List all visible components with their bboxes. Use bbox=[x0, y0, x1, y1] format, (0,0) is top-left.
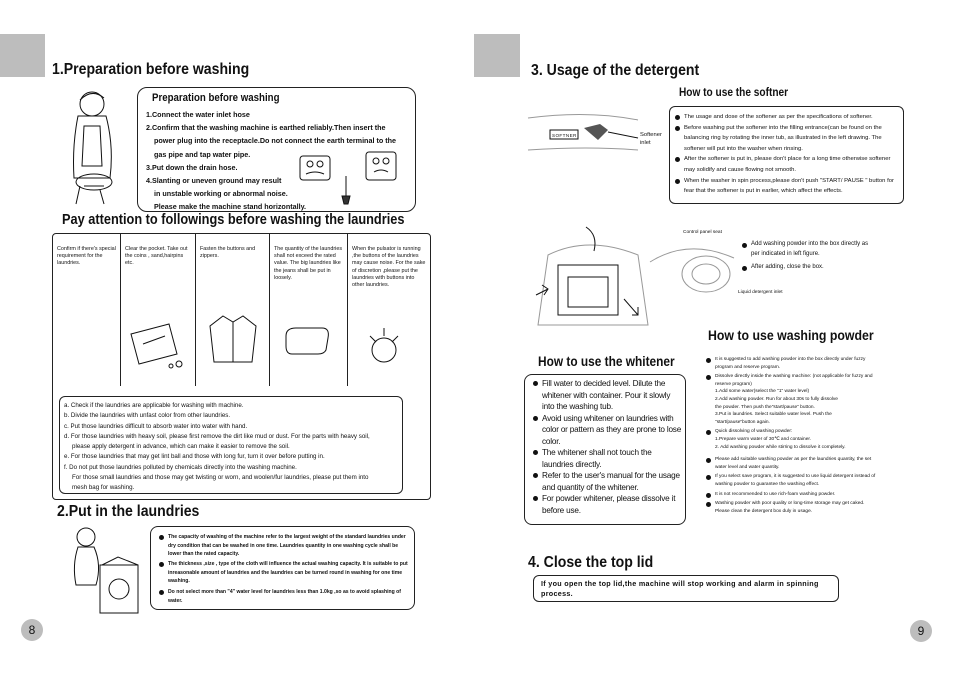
powder-item bbox=[706, 356, 876, 371]
tip-cell bbox=[348, 234, 430, 386]
whitener-text: Avoid using whitener on laundries with color or pattern as they are prone to lose color. bbox=[542, 413, 682, 446]
softner-text: When the washer in spin process,please don't push "START/ PAUSE " button for fear that the softener is put in earlier, which affect the effects. bbox=[684, 177, 894, 195]
softner-item bbox=[675, 154, 900, 175]
bullet-dot bbox=[706, 493, 711, 498]
liquid-item bbox=[742, 240, 876, 260]
bullet-dot bbox=[159, 535, 164, 540]
powder-item bbox=[706, 456, 876, 471]
prep-step: 1.Connect the water inlet hose bbox=[146, 110, 250, 119]
put-in-text: The capacity of washing of the machine refer to the largest weight of the standard laundries under dry condition that can be washed in one time. Laundries quantity in one washing cycle shall be lower than the rated capacity. bbox=[168, 534, 406, 557]
bullet-dot bbox=[533, 450, 538, 455]
whitener-item bbox=[533, 378, 683, 413]
bullet-dot bbox=[706, 475, 711, 480]
whitener-text: Fill water to decided level. Dilute the whitener with container. Pour it slowly into the washing tub. bbox=[542, 379, 671, 411]
bullet-dot bbox=[706, 458, 711, 463]
prep-step: in unstable working or abnormal noise. bbox=[154, 189, 288, 199]
powder-text: It is suggested to add washing powder into the box directly under fuzzy program and reserve program. bbox=[715, 357, 866, 370]
softner-text: After the softener is put in, please don't place for a long time otherwise softener may solidify and cause flowing not smooth. bbox=[684, 156, 891, 173]
liquid-item bbox=[742, 263, 876, 273]
page-number-left: 8 bbox=[21, 619, 43, 641]
note-line: e. For those laundries that may get lint ball and those with long fur, turn it over before putting in. bbox=[64, 453, 325, 461]
powder-item bbox=[706, 373, 876, 426]
detergent-box-illustration bbox=[528, 225, 658, 333]
whitener-text: Refer to the user's manual for the usage and quantity of the whitener. bbox=[542, 471, 680, 492]
bullet-dot bbox=[742, 266, 747, 271]
put-in-box bbox=[150, 526, 415, 610]
note-line: d. For those laundries with heavy soil, please first remove the dirt like mud or dust. For the parts with heavy soil, bbox=[64, 432, 370, 440]
note-line: a. Check if the laundries are applicable for washing with machine. bbox=[64, 402, 244, 409]
tip-cell bbox=[270, 234, 348, 386]
liquid-text: After adding, close the box. bbox=[751, 263, 824, 270]
bullet-dot bbox=[675, 157, 680, 162]
section-marker bbox=[474, 34, 520, 77]
whitener-box bbox=[524, 374, 686, 525]
softner-text: The usage and dose of the softener as per the specifications of softener. bbox=[684, 114, 873, 120]
powder-title: How to use washing powder bbox=[708, 327, 874, 343]
section-title-preparation: 1.Preparation before washing bbox=[52, 61, 250, 78]
noisy-button-icon bbox=[362, 326, 412, 366]
powder-text: If you select save program, it is suggested to use liquid detergent instead of washing powder to guarantee the washing effect. bbox=[715, 474, 876, 487]
powder-text: Quick dissolving of washing powder: 1.Prepare warm water of 30℃ and container. 2. Add washing powder while stirring to dissolve it completely. bbox=[715, 429, 846, 450]
powder-text: Washing powder with poor quality or long-time storage may get caked. Please clean the detergent box duly in usage. bbox=[715, 501, 865, 514]
softner-box bbox=[669, 106, 904, 204]
liquid-text: Add washing powder into the box directly as per indicated in left figure. bbox=[751, 241, 869, 257]
whitener-title: How to use the whitener bbox=[538, 354, 675, 369]
close-lid-note-box bbox=[533, 575, 839, 602]
note-line: c. Put those laundries difficult to absorb water into water with hand. bbox=[64, 422, 248, 430]
bullet-dot bbox=[533, 381, 538, 386]
close-lid-note: If you open the top lid,the machine will stop working and alarm in spinning process. bbox=[541, 579, 819, 598]
woman-with-basket-illustration bbox=[64, 86, 132, 206]
powder-text: It is not recommended to use rich-foam washing powder. bbox=[715, 491, 836, 497]
bullet-dot bbox=[675, 179, 680, 184]
shirt-icon bbox=[208, 314, 258, 364]
laundry-tips-table bbox=[52, 233, 431, 500]
powder-text: Dissolve directly inside the washing machine: (not applicable for fuzzy and reserve program) 1.Add some water(select the "1" water level) 2.Add washing powder. Run for about 30s to fully dissolve the powder. Then push the"start/pause" button. 3.Put in laundries. Select suitable water level. Push the "start/pause"button again. bbox=[715, 374, 873, 425]
put-in-item bbox=[159, 588, 409, 605]
note-line: please apply detergent in advance, which can make it easier to remove the soil. bbox=[72, 443, 290, 451]
bullet-dot bbox=[706, 358, 711, 363]
bullet-dot bbox=[706, 375, 711, 380]
prep-step: gas pipe and tap water pipe. bbox=[154, 149, 251, 159]
tip-cell-text: When the pulsator is running ,the buttons of the laundries may cause noise. For the sake of discretion ,please put the laundries with buttons into other laundries. bbox=[352, 246, 426, 289]
whitener-text: The whitener shall not touch the laundries directly. bbox=[542, 448, 652, 469]
section-title-detergent: 3. Usage of the detergent bbox=[531, 62, 700, 79]
tip-cell bbox=[121, 234, 196, 386]
laundry-notes bbox=[59, 396, 403, 494]
note-line: b. Divide the laundries with unfast color from other laundries. bbox=[64, 412, 231, 420]
bullet-dot bbox=[706, 502, 711, 507]
powder-item bbox=[706, 473, 876, 488]
bullet-dot bbox=[742, 243, 747, 248]
folded-jeans-icon bbox=[282, 326, 332, 356]
powder-item bbox=[706, 500, 876, 515]
whitener-item bbox=[533, 493, 683, 516]
whitener-text: For powder whitener, please dissolve it before use. bbox=[542, 494, 676, 515]
prep-step: power plug into the receptacle.Do not connect the earth terminal to the bbox=[154, 136, 397, 146]
tip-cell bbox=[53, 234, 121, 386]
softner-bullets bbox=[675, 112, 900, 197]
whitener-item bbox=[533, 447, 683, 470]
put-in-item bbox=[159, 533, 409, 559]
bullet-dot bbox=[159, 590, 164, 595]
powder-item bbox=[706, 428, 876, 451]
page-number-right: 9 bbox=[910, 620, 932, 642]
control-panel-seat-label: Control panel seat bbox=[683, 230, 722, 235]
put-in-item bbox=[159, 560, 409, 586]
prep-step: 4.Slanting or uneven ground may result bbox=[146, 176, 282, 186]
preparation-box-title: Preparation before washing bbox=[152, 92, 280, 104]
bullet-dot bbox=[533, 496, 538, 501]
bullet-dot bbox=[675, 115, 680, 120]
tip-cell-text: Confirm if there's special requirement for the laundries. bbox=[57, 246, 116, 267]
tip-cell-text: Clear the pocket. Take out the coins , sand,hairpins etc. bbox=[125, 246, 188, 267]
put-in-text: Do not select more than "4" water level for laundries less than 1.0kg ,so as to avoid splashing of water. bbox=[168, 589, 401, 604]
prep-step: Please make the machine stand horizontally. bbox=[154, 202, 307, 212]
section-title-put-in: 2.Put in the laundries bbox=[57, 503, 200, 520]
bullet-dot bbox=[533, 416, 538, 421]
tip-cell bbox=[196, 234, 270, 386]
liquid-instructions bbox=[742, 240, 876, 272]
tip-cell-text: The quantity of the laundries shall not exceed the rated value. The big laundries like the jeans shall be put in loosely. bbox=[274, 246, 343, 281]
control-panel-illustration bbox=[648, 236, 736, 298]
softener-inlet-label: Softener inlet bbox=[640, 132, 662, 146]
prep-step: 3.Put down the drain hose. bbox=[146, 162, 238, 172]
softner-title: How to use the softner bbox=[679, 87, 789, 99]
bullet-dot bbox=[533, 473, 538, 478]
coins-pocket-icon bbox=[129, 314, 189, 369]
bullet-dot bbox=[675, 126, 680, 131]
note-line: f. Do not put those laundries polluted by chemicals directly into the washing machine. bbox=[64, 463, 297, 471]
bullet-dot bbox=[159, 562, 164, 567]
whitener-bullets bbox=[533, 378, 683, 516]
put-in-text: The thickness ,size , type of the cloth will influence the actual washing capacity. It is suitable to put inreasonable amount of laundries and the laundries can be turned round in washing for one time washing. bbox=[168, 561, 408, 584]
powder-text: Please add suitable washing powder as per the laundries quantity, the set water level and water quantity. bbox=[715, 457, 872, 470]
whitener-item bbox=[533, 413, 683, 448]
prep-step: 2.Confirm that the washing machine is earthed reliably.Then insert the bbox=[146, 123, 386, 133]
liquid-detergent-inlet-label: Liquid detergent inlet bbox=[738, 290, 783, 295]
softner-item bbox=[675, 176, 900, 197]
softner-label: SOFTNER bbox=[552, 133, 577, 138]
softner-text: Before washing put the softener into the filling entrance(can be found on the balancing ring by rotating the inner tub, as illustrated in the left drawing. The softener will put into the washer when rinsing. bbox=[684, 124, 882, 152]
section-marker bbox=[0, 34, 45, 77]
tip-cell-text: Fasten the buttons and zippers. bbox=[200, 246, 256, 260]
softner-item bbox=[675, 112, 900, 123]
washing-machine-icons bbox=[296, 146, 406, 206]
powder-instructions bbox=[706, 356, 876, 515]
preparation-box bbox=[137, 87, 416, 212]
softner-item bbox=[675, 123, 900, 155]
powder-item bbox=[706, 491, 876, 499]
whitener-item bbox=[533, 470, 683, 493]
attention-title: Pay attention to followings before washing the laundries bbox=[62, 212, 405, 228]
note-line: For those small laundries and those may get twisting or worn, and woolen/fur laundries, please put them into bbox=[72, 474, 369, 482]
woman-loading-washer-illustration bbox=[64, 525, 144, 615]
section-title-close-lid: 4. Close the top lid bbox=[528, 554, 654, 571]
bullet-dot bbox=[706, 430, 711, 435]
note-line: mesh bag for washing. bbox=[72, 484, 135, 492]
